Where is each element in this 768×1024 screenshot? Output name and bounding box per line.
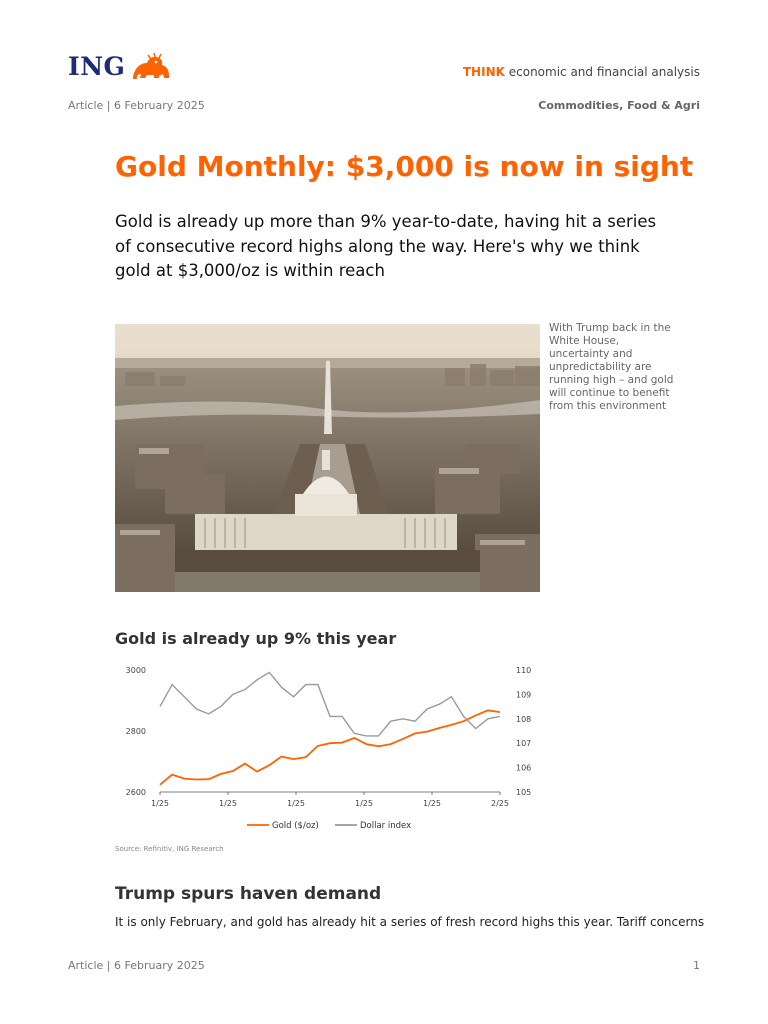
y-right-tick-label: 107 bbox=[516, 739, 532, 749]
lion-icon bbox=[129, 53, 173, 81]
series-line-gold-oz bbox=[160, 710, 500, 784]
footer-date: Article | 6 February 2025 bbox=[68, 959, 205, 972]
chart-source: Source: Refinitiv, ING Research bbox=[115, 845, 224, 853]
x-tick-label: 1/25 bbox=[219, 799, 237, 808]
think-label: THINK bbox=[462, 65, 505, 79]
x-tick-label: 1/25 bbox=[355, 799, 373, 808]
body-paragraph: It is only February, and gold has already hit a series of fresh record highs this year. Tariff concerns bbox=[115, 915, 705, 929]
chart-heading: Gold is already up 9% this year bbox=[115, 629, 397, 648]
tagline bbox=[463, 65, 700, 79]
logo-text: ING bbox=[68, 52, 126, 81]
tagline-text: economic and financial analysis bbox=[508, 65, 700, 79]
page-number: 1 bbox=[693, 959, 700, 972]
ing-logo bbox=[68, 52, 173, 81]
category-label: Commodities, Food & Agri bbox=[538, 99, 700, 112]
x-tick-label: 1/25 bbox=[151, 799, 169, 808]
section-heading: Trump spurs haven demand bbox=[115, 884, 382, 904]
lede-text: Gold is already up more than 9% year-to-date, having hit a series of consecutive record highs along the way. Here's why we think gold at $3,000/oz is within reach bbox=[115, 212, 657, 280]
y-right-tick-label: 106 bbox=[516, 763, 532, 773]
legend-label-dollar-index: Dollar index bbox=[360, 821, 412, 831]
legend-label-gold-oz: Gold ($/oz) bbox=[272, 821, 319, 831]
x-tick-label: 1/25 bbox=[287, 799, 305, 808]
article-date: Article | 6 February 2025 bbox=[68, 99, 205, 112]
gold-chart bbox=[115, 660, 535, 840]
y-right-tick-label: 105 bbox=[516, 788, 532, 797]
page-title: Gold Monthly: $3,000 is now in sight bbox=[115, 150, 694, 183]
capitol-photo bbox=[115, 324, 540, 592]
image-caption: With Trump back in the White House, uncertainty and unpredictability are running high – and gold will continue to benefit from this environment bbox=[549, 322, 674, 412]
y-left-tick-label: 2600 bbox=[125, 788, 146, 797]
x-tick-label: 1/25 bbox=[423, 799, 441, 808]
x-tick-label: 2/25 bbox=[491, 799, 509, 808]
y-right-tick-label: 109 bbox=[516, 690, 532, 700]
y-left-tick-label: 2800 bbox=[125, 727, 146, 736]
y-right-tick-label: 110 bbox=[516, 666, 532, 675]
y-right-tick-label: 108 bbox=[516, 714, 532, 724]
y-left-tick-label: 3000 bbox=[125, 666, 146, 675]
